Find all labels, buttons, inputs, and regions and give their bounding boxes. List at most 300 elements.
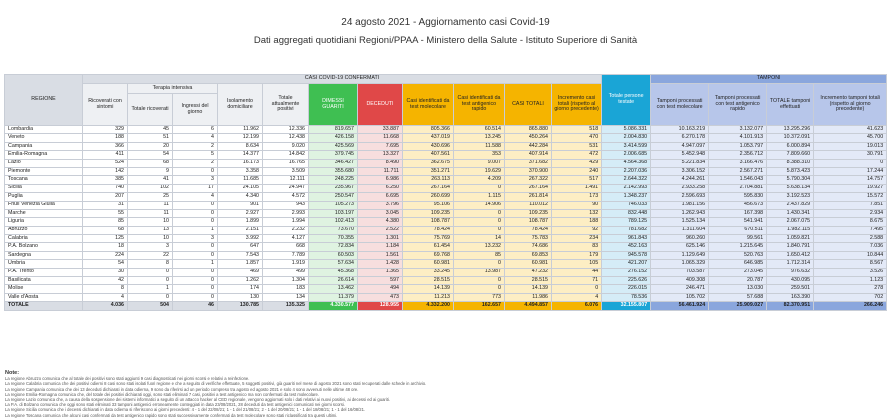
value-cell: 10.844 [814,251,887,259]
value-cell: 346.427 [309,159,358,167]
value-cell: 10 [128,218,173,226]
value-cell: 1 [128,285,173,293]
value-cell: 6 [173,126,218,134]
page-subtitle: Dati aggregati quotidiani Regioni/PPAA - Ministero della Salute - Istituto Superiore di Sanità [253,35,638,46]
value-cell: 1.430.341 [767,209,814,217]
region-name-cell: Basilicata [5,277,83,285]
value-cell: 95.106 [403,201,454,209]
value-cell: 1.650.412 [767,251,814,259]
table-row [5,193,887,201]
value-cell: 499 [263,268,309,276]
value-cell: 1.184 [358,243,403,251]
value-cell: 2.927 [218,209,263,217]
value-cell: 130 [218,293,263,301]
value-cell: 7.495 [814,226,887,234]
region-name-cell: Liguria [5,218,83,226]
table-row [5,218,887,226]
value-cell: 2.934 [814,209,887,217]
table-row [5,260,887,268]
value-cell: 110.012 [505,201,552,209]
value-cell: 773 [454,293,505,301]
value-cell: 1.899 [218,218,263,226]
value-cell: 976.632 [767,268,814,276]
value-cell: 142 [83,167,128,175]
total-value-cell: 6.076 [552,302,602,310]
region-header: REGIONE [5,75,83,126]
value-cell: 85 [454,251,505,259]
value-cell: 108.787 [403,218,454,226]
value-cell: 353 [454,151,505,159]
value-cell: 597 [358,277,403,285]
value-cell: 14.139 [403,285,454,293]
total-row [5,302,887,310]
col-persone-testate: Totale persone testate [602,75,651,126]
value-cell: 524 [83,159,128,167]
value-cell: 0 [173,277,218,285]
value-cell: 132 [552,209,602,217]
value-cell: 1.115 [454,193,505,201]
terapia-intensiva-header: Terapia intensiva [128,84,218,94]
value-cell: 13.295.296 [767,126,814,134]
value-cell: 11.685 [218,176,263,184]
value-cell: 246.471 [651,285,709,293]
table-row [5,159,887,167]
value-cell: 819.657 [309,126,358,134]
value-cell: 174 [218,285,263,293]
table-row [5,226,887,234]
value-cell: 18 [83,243,128,251]
value-cell: 472 [552,151,602,159]
value-cell: 1.994 [263,218,309,226]
total-value-cell: 135.325 [263,302,309,310]
value-cell: 2.142.993 [602,184,651,192]
value-cell: 3.992 [218,235,263,243]
value-cell: 12.199 [218,134,263,142]
value-cell: 789.125 [602,218,651,226]
value-cell: 7.695 [358,142,403,150]
value-cell: 14.139 [505,285,552,293]
value-cell: 1.304 [263,277,309,285]
value-cell: 13.232 [454,243,505,251]
value-cell: 5.873.423 [767,167,814,175]
col-isolamento: Isolamento domiciliare [218,84,263,126]
value-cell: 173 [552,193,602,201]
value-cell: 75.769 [403,235,454,243]
value-cell: 267.322 [505,176,552,184]
table-body [5,126,887,311]
value-cell: 670.511 [709,226,767,234]
value-cell: 1.546.043 [709,176,767,184]
value-cell: 1.123 [814,277,887,285]
table-row [5,201,887,209]
value-cell: 4 [552,293,602,301]
value-cell: 16.765 [263,159,309,167]
group-casi-header: CASI COVID-19 CONFERMATI [83,75,602,84]
value-cell: 3 [173,235,218,243]
value-cell: 11 [128,201,173,209]
value-cell: 425.569 [309,142,358,150]
value-cell: 0 [128,293,173,301]
value-cell: 125 [83,235,128,243]
value-cell: 188 [552,218,602,226]
value-cell: 1.561 [358,251,403,259]
region-name-cell: Friuli Venezia Giulia [5,201,83,209]
value-cell: 3.414.599 [602,142,651,150]
value-cell: 167.398 [709,209,767,217]
value-cell: 781.682 [602,226,651,234]
value-cell: 3.132.077 [709,126,767,134]
value-cell: 13.327 [358,151,403,159]
value-cell: 0 [454,277,505,285]
value-cell: 3.192.523 [767,193,814,201]
value-cell: 2.067.075 [767,218,814,226]
note-line: La regione Campania comunica che dei 13 deceduti dichiarati in data odierna, 9 sono da riferirsi ad un periodo compreso tra agosto ed agosto 2021 e solo 4 sono avvenuti nelle ultime 48 ore. [5,386,359,392]
value-cell: 2.006.685 [602,151,651,159]
total-value-cell: 162.657 [454,302,505,310]
table-row [5,209,887,217]
value-cell: 3.358 [218,167,263,175]
value-cell: 44 [552,268,602,276]
value-cell: 207 [83,193,128,201]
value-cell: 1.311.604 [651,226,709,234]
value-cell: 102.413 [309,218,358,226]
value-cell: 11.668 [358,134,403,142]
value-cell: 5.086.331 [602,126,651,134]
value-cell: 14.757 [814,176,887,184]
value-cell: 1.065.329 [651,260,709,268]
region-name-cell: P.A. Trento [5,268,83,276]
value-cell: 276.152 [602,268,651,276]
value-cell: 456.673 [709,201,767,209]
value-cell: 430.696 [403,142,454,150]
total-value-cell: 504 [128,302,173,310]
value-cell: 3 [173,176,218,184]
value-cell: 1.059.821 [767,235,814,243]
value-cell: 42 [83,277,128,285]
value-cell: 30 [83,268,128,276]
value-cell: 28.515 [505,277,552,285]
value-cell: 28.515 [403,277,454,285]
value-cell: 99.561 [709,235,767,243]
value-cell: 2.232 [263,226,309,234]
value-cell: 7.789 [263,251,309,259]
value-cell: 3.796 [358,201,403,209]
total-value-cell: 128.955 [358,302,403,310]
region-name-cell: Lazio [5,159,83,167]
value-cell: 7.036 [814,243,887,251]
value-cell: 430.095 [767,277,814,285]
value-cell: 11.379 [309,293,358,301]
value-cell: 10 [128,235,173,243]
value-cell: 1.840.791 [767,243,814,251]
value-cell: 494 [358,285,403,293]
value-cell: 2.437.829 [767,201,814,209]
value-cell: 55 [83,209,128,217]
value-cell: 13.245 [454,134,505,142]
value-cell: 0 [814,159,887,167]
region-name-cell: Abruzzo [5,226,83,234]
col-incremento-casi: Incremento casi totali (rispetto al giorno precedente) [552,84,602,126]
table-row [5,293,887,301]
value-cell: 668 [263,243,309,251]
value-cell: 0 [173,243,218,251]
value-cell: 421.207 [602,260,651,268]
col-totale-ricoverati: Totale ricoverati [128,94,173,126]
value-cell: 5.638.134 [767,184,814,192]
value-cell: 805.366 [403,126,454,134]
value-cell: 4 [173,134,218,142]
value-cell: 19.629 [454,167,505,175]
value-cell: 260.699 [403,193,454,201]
value-cell: 2.567.271 [709,167,767,175]
region-name-cell: Calabria [5,235,83,243]
value-cell: 92 [552,226,602,234]
value-cell: 7.851 [814,201,887,209]
col-deceduti: DECEDUTI [358,84,403,126]
value-cell: 78.424 [505,226,552,234]
value-cell: 1 [173,260,218,268]
value-cell: 2.644.322 [602,176,651,184]
region-name-cell: Umbria [5,260,83,268]
region-name-cell: Puglia [5,193,83,201]
total-value-cell: 4.332.200 [403,302,454,310]
region-name-cell: Sardegna [5,251,83,259]
value-cell: 379.745 [309,151,358,159]
value-cell: 702 [814,293,887,301]
value-cell: 1.262.943 [651,209,709,217]
value-cell: 1.919 [263,260,309,268]
region-name-cell: P.A. Bolzano [5,243,83,251]
value-cell: 0 [454,184,505,192]
value-cell: 105 [552,260,602,268]
value-cell: 12.438 [263,134,309,142]
value-cell: 351.271 [403,167,454,175]
value-cell: 6.270.178 [651,134,709,142]
value-cell: 429 [552,159,602,167]
total-value-cell: 4.330.577 [309,302,358,310]
value-cell: 19.927 [814,184,887,192]
value-cell: 70.355 [309,235,358,243]
value-cell: 41 [128,176,173,184]
value-cell: 31 [83,201,128,209]
value-cell: 0 [173,251,218,259]
value-cell: 9 [128,167,173,175]
value-cell: 442.284 [505,142,552,150]
value-cell: 2.356.712 [709,151,767,159]
value-cell: 4.127 [263,235,309,243]
value-cell: 370.900 [505,167,552,175]
value-cell: 108.787 [505,218,552,226]
value-cell: 0 [454,218,505,226]
value-cell: 248.225 [309,176,358,184]
value-cell: 9.020 [263,142,309,150]
value-cell: 0 [454,209,505,217]
value-cell: 407.914 [505,151,552,159]
total-label-cell: TOTALE [5,302,83,310]
value-cell: 2.993 [263,209,309,217]
value-cell: 6.986 [358,176,403,184]
value-cell: 103.197 [309,209,358,217]
value-cell: 8 [83,285,128,293]
region-name-cell: Sicilia [5,184,83,192]
value-cell: 0 [173,218,218,226]
value-cell: 4.340 [218,193,263,201]
value-cell: 943 [263,201,309,209]
note-line: La regione Lazio comunica che, a causa della sospensione dei sistemi informatici a seguito di un attacco hacker al CED regionale, vengono aggiornati solo i dati relativi ai nuovi positivi, ai decessi ed ai guariti. [5,397,391,403]
table-row [5,268,887,276]
value-cell: 0 [454,226,505,234]
value-cell: 8.634 [218,142,263,150]
value-cell: 1.215.645 [709,243,767,251]
table-row [5,126,887,134]
value-cell: 47.232 [505,268,552,276]
value-cell: 9.007 [454,159,505,167]
total-value-cell: 25.909.027 [709,302,767,310]
value-cell: 452.163 [602,243,651,251]
region-name-cell: Lombardia [5,126,83,134]
value-cell: 263.113 [403,176,454,184]
value-cell: 4.209 [454,176,505,184]
value-cell: 647 [218,243,263,251]
value-cell: 5.790.304 [767,176,814,184]
value-cell: 470 [552,134,602,142]
value-cell: 362.675 [403,159,454,167]
value-cell: 68 [128,159,173,167]
value-cell: 11.711 [358,167,403,175]
value-cell: 24.105 [218,184,263,192]
value-cell: 14.377 [218,151,263,159]
value-cell: 225.626 [602,277,651,285]
total-value-cell: 46 [173,302,218,310]
value-cell: 2.004.830 [602,134,651,142]
value-cell: 385 [83,176,128,184]
value-cell: 22 [128,251,173,259]
value-cell: 273.045 [709,268,767,276]
value-cell: 3.306.152 [651,167,709,175]
value-cell: 2.207.036 [602,167,651,175]
table-row [5,251,887,259]
value-cell: 407.561 [403,151,454,159]
value-cell: 13.030 [709,285,767,293]
col-totale-tamponi: TOTALE tamponi effettuati [767,84,814,126]
value-cell: 73.670 [309,226,358,234]
value-cell: 1.428 [358,260,403,268]
value-cell: 541.941 [709,218,767,226]
value-cell: 3.045 [358,209,403,217]
value-cell: 163.390 [767,293,814,301]
value-cell: 60.514 [454,126,505,134]
value-cell: 102 [128,184,173,192]
value-cell: 411 [83,151,128,159]
page-title: 24 agosto 2021 - Aggiornamento casi Covid-19 [341,17,550,28]
value-cell: 646.985 [709,260,767,268]
value-cell: 54 [128,151,173,159]
value-cell: 78.536 [602,293,651,301]
total-value-cell: 56.461.924 [651,302,709,310]
value-cell: 33.887 [358,126,403,134]
value-cell: 5.221.834 [651,159,709,167]
value-cell: 13 [128,226,173,234]
value-cell: 409.308 [651,277,709,285]
value-cell: 0 [552,285,602,293]
value-cell: 1.301 [358,235,403,243]
value-cell: 371.682 [505,159,552,167]
value-cell: 14 [454,235,505,243]
value-cell: 1 [173,226,218,234]
value-cell: 3.526 [814,268,887,276]
value-cell: 72.834 [309,243,358,251]
total-value-cell: 32.155.807 [602,302,651,310]
value-cell: 14.906 [454,201,505,209]
value-cell: 7.809.660 [767,151,814,159]
value-cell: 267.164 [403,184,454,192]
value-cell: 11.588 [454,142,505,150]
value-cell: 1.262 [218,277,263,285]
value-cell: 17.244 [814,167,887,175]
region-name-cell: Molise [5,285,83,293]
value-cell: 19.013 [814,142,887,150]
value-cell: 469 [218,268,263,276]
value-cell: 261.814 [505,193,552,201]
value-cell: 188 [83,134,128,142]
total-value-cell: 130.785 [218,302,263,310]
value-cell: 865.880 [505,126,552,134]
value-cell: 5.452.948 [651,151,709,159]
value-cell: 0 [173,201,218,209]
value-cell: 11.986 [505,293,552,301]
value-cell: 3.166.476 [709,159,767,167]
value-cell: 366 [83,142,128,150]
col-dimessi-guariti: DIMESSI GUARITI [309,84,358,126]
total-value-cell: 4.494.857 [505,302,552,310]
value-cell: 8.567 [814,260,887,268]
value-cell: 2.151 [218,226,263,234]
value-cell: 740 [83,184,128,192]
value-cell: 4.244.261 [651,176,709,184]
value-cell: 2.522 [358,226,403,234]
value-cell: 2 [173,142,218,150]
col-ingressi-giorno: Ingressi del giorno [173,94,218,126]
value-cell: 224 [83,251,128,259]
value-cell: 0 [173,293,218,301]
value-cell: 134 [263,293,309,301]
col-incremento-tamponi: Incremento tamponi totali (rispetto al giorno precedente) [814,84,887,126]
value-cell: 517 [552,176,602,184]
value-cell: 0 [173,268,218,276]
value-cell: 531 [552,142,602,150]
value-cell: 250.547 [309,193,358,201]
value-cell: 26.614 [309,277,358,285]
region-name-cell: Emilia-Romagna [5,151,83,159]
value-cell: 3 [128,243,173,251]
table-row [5,235,887,243]
value-cell: 1.981.156 [651,201,709,209]
value-cell: 13.462 [309,285,358,293]
value-cell: 0 [128,268,173,276]
value-cell: 4 [173,193,218,201]
value-cell: 945.578 [602,251,651,259]
note-line: La regione Emilia-Romagna comunica che, del totale dei positivi dichiarati oggi, sono stati eliminati 7 casi, positivi a test antigenico ma non confermati da test molecolare. [5,391,319,397]
value-cell: 60.503 [309,251,358,259]
region-name-cell: Campania [5,142,83,150]
total-value-cell: 82.370.951 [767,302,814,310]
value-cell: 960.260 [651,235,709,243]
value-cell: 1.053.797 [709,142,767,150]
value-cell: 57.634 [309,260,358,268]
value-cell: 30.791 [814,151,887,159]
value-cell: 20 [128,142,173,150]
table-row [5,176,887,184]
